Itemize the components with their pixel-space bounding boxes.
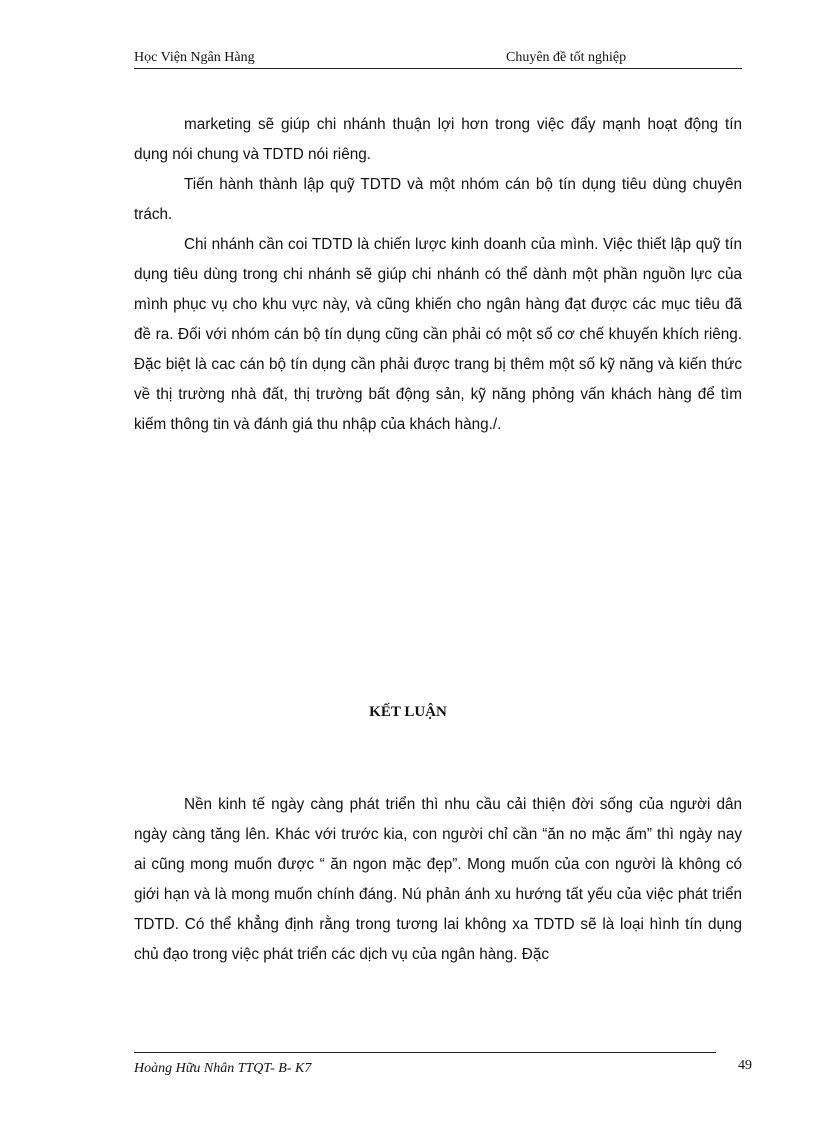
body-paragraph-1: marketing sẽ giúp chi nhánh thuận lợi hơn trong việc đẩy mạnh hoạt động tín dụng nói chung và TDTD nói riêng.	[134, 116, 742, 163]
page-footer	[134, 1052, 716, 1076]
header-document-type: Chuyên đề tốt nghiệp	[506, 50, 627, 65]
body-paragraph-2: Tiến hành thành lập quỹ TDTD và một nhóm cán bộ tín dụng tiêu dùng chuyên trách.	[134, 176, 742, 223]
footer-author: Hoàng Hữu Nhân TTQT- B- K7	[134, 1061, 312, 1076]
section-conclusion	[134, 790, 742, 970]
body-paragraph-3: Chi nhánh cần coi TDTD là chiến lược kinh doanh của mình. Việc thiết lập quỹ tín dụng tiêu dùng trong chi nhánh sẽ giúp chi nhánh có thể dành một phần nguồn lực của mình phục vụ cho khu vực này, và cũng khiến cho ngân hàng đạt được các mục tiêu đã đề ra. Đối với nhóm cán bộ tín dụng cũng cần phải có một số cơ chế khuyến khích riêng. Đặc biệt là cac cán bộ tín dụng cần phải được trang bị thêm một số kỹ năng và kiến thức về thị trường nhà đất, thị trường bất động sản, kỹ năng phỏng vấn khách hàng để tìm kiếm thông tin và đánh giá thu nhập của khách hàng./.	[134, 236, 742, 433]
page-number: 49	[738, 1058, 752, 1073]
conclusion-paragraph: Nền kinh tế ngày càng phát triển thì nhu cầu cải thiện đời sống của người dân ngày càng tăng lên. Khác với trước kia, con người chỉ cần “ăn no mặc ấm” thì ngày nay ai cũng mong muốn được “ ăn ngon mặc đẹp”. Mong muốn của con người là không có giới hạn và là mong muốn chính đáng. Nú phản ánh xu hướng tất yếu của việc phát triển TDTD. Có thể khẳng định rằng trong tương lai không xa TDTD sẽ là loại hình tín dụng chủ đạo trong việc phát triển các dịch vụ của ngân hàng. Đặc	[134, 796, 742, 963]
conclusion-heading: KẾT LUẬN	[369, 704, 447, 720]
header-institution: Học Viện Ngân Hàng	[134, 50, 255, 65]
page-header	[134, 48, 742, 69]
section-recommendations	[134, 110, 742, 440]
